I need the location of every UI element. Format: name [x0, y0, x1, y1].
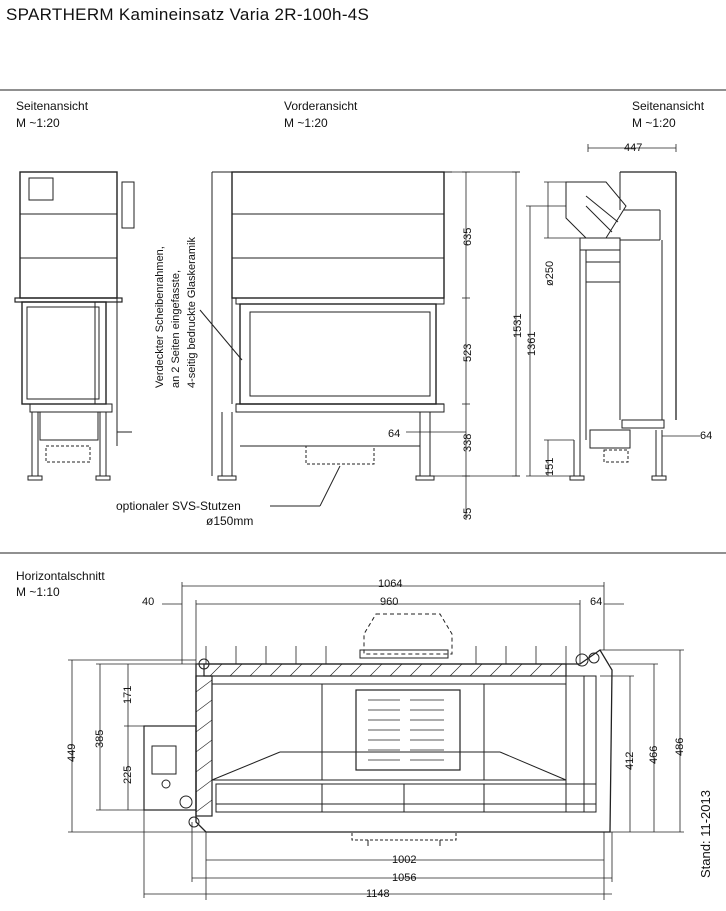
- front-view-scale: M ~1:20: [284, 116, 328, 130]
- dim-1531: 1531: [512, 313, 524, 338]
- dim-side-64: 64: [700, 430, 713, 442]
- glass-line-3: 4-seitig bedruckte Glaskeramik: [186, 236, 198, 388]
- dim-40: 40: [142, 596, 155, 608]
- glass-line-1: Verdeckter Scheibenrahmen,: [154, 246, 166, 388]
- right-view-name: Seitenansicht: [632, 99, 705, 113]
- dim-486: 486: [674, 737, 686, 756]
- glass-annotation: [152, 198, 200, 388]
- dim-449: 449: [66, 743, 78, 762]
- dim-1002: 1002: [392, 854, 417, 866]
- section-dimensions: [68, 582, 684, 900]
- dim-250: ø250: [544, 260, 556, 286]
- horizontal-section: [144, 614, 612, 846]
- dim-635: 635: [462, 227, 474, 246]
- front-view: [200, 172, 452, 506]
- dim-1056: 1056: [392, 872, 417, 884]
- left-view-name: Seitenansicht: [16, 99, 89, 113]
- dim-1148: 1148: [366, 888, 390, 900]
- dim-338: 338: [462, 433, 474, 452]
- dim-1064: 1064: [378, 578, 403, 590]
- drawing-title: SPARTHERM Kamineinsatz Varia 2R-100h-4S: [6, 5, 370, 24]
- front-view-name: Vorderansicht: [284, 99, 358, 113]
- dim-1361: 1361: [526, 331, 538, 356]
- dim-523: 523: [462, 343, 474, 362]
- stand-date: Stand: 11-2013: [698, 790, 713, 878]
- section-view-name: Horizontalschnitt: [16, 569, 105, 583]
- dim-385: 385: [94, 729, 106, 748]
- section-view-scale: M ~1:10: [16, 585, 60, 599]
- dim-412: 412: [624, 751, 636, 770]
- dim-225: 225: [122, 765, 134, 784]
- left-side-view: [15, 172, 134, 480]
- side-dimensions: [526, 144, 700, 476]
- dim-960: 960: [380, 596, 399, 608]
- dim-35: 35: [462, 507, 474, 520]
- svs-annotation: optionaler SVS-Stutzen: [116, 499, 241, 513]
- dim-sec-64: 64: [590, 596, 603, 608]
- dim-447: 447: [624, 142, 643, 154]
- glass-line-2: an 2 Seiten eingefasste,: [170, 269, 182, 388]
- dim-171: 171: [122, 685, 134, 704]
- dim-151: 151: [544, 457, 556, 476]
- right-view-scale: M ~1:20: [632, 116, 676, 130]
- dim-466: 466: [648, 745, 660, 764]
- left-view-scale: M ~1:20: [16, 116, 60, 130]
- right-side-view: [566, 172, 676, 480]
- dim-front-64: 64: [388, 428, 401, 440]
- svs-diameter: ø150mm: [206, 514, 254, 528]
